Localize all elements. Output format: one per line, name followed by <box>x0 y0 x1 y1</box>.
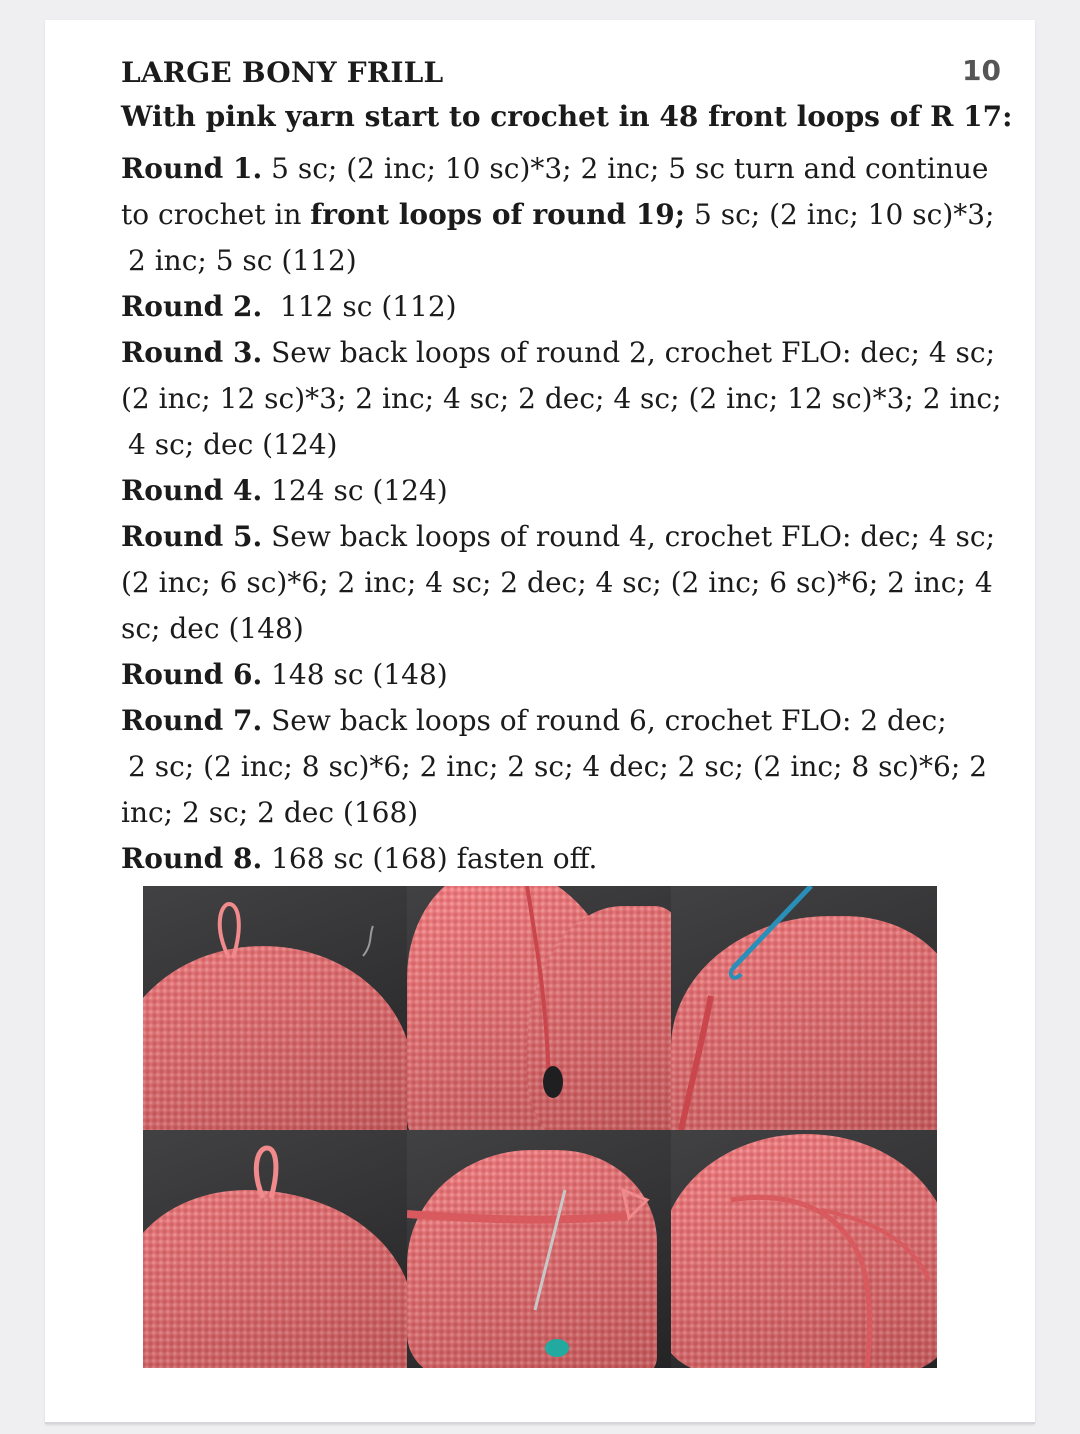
yarn-loop-icon <box>143 1130 407 1368</box>
instruction-text: (2 inc; 12 sc)*3; 2 inc; 4 sc; 2 dec; 4 sc; (2 inc; 12 sc)*3; 2 inc; <box>121 382 1002 415</box>
instruction-text: 2 inc; 5 sc (112) <box>128 244 357 277</box>
instruction-text: 2 sc; (2 inc; 8 sc)*6; 2 inc; 2 sc; 4 dec; 2 sc; (2 inc; 8 sc)*6; 2 <box>128 750 988 783</box>
section-title: LARGE BONY FRILL <box>121 56 444 89</box>
pattern-page <box>45 20 1035 1424</box>
instruction-text: 5 sc; (2 inc; 10 sc)*3; <box>685 198 995 231</box>
photo-grid <box>143 886 937 1368</box>
round-label: Round 6. <box>121 658 263 691</box>
round-label: Round 4. <box>121 474 263 507</box>
round-1-line-3 <box>121 238 1001 284</box>
yarn-loop-icon <box>143 886 407 1130</box>
round-5-line-3 <box>121 606 1001 652</box>
frill-ridge-icon <box>671 1130 937 1368</box>
rounds-list <box>121 146 1001 882</box>
round-8-line-1 <box>121 836 1001 882</box>
emphasis-text: front loops of round 19; <box>310 198 686 231</box>
round-label: Round 3. <box>121 336 263 369</box>
round-3-line-3 <box>121 422 1001 468</box>
fold-seam-icon <box>407 886 671 1130</box>
crochet-hook-icon <box>671 886 937 1130</box>
round-3-line-2 <box>121 376 1001 422</box>
round-label: Round 8. <box>121 842 263 875</box>
round-2-line-1 <box>121 284 1001 330</box>
round-7-line-2 <box>121 744 1001 790</box>
photo-step-3-hook-in-loops <box>671 886 937 1130</box>
round-label: Round 7. <box>121 704 263 737</box>
round-5-line-2 <box>121 560 1001 606</box>
round-6-line-1 <box>121 652 1001 698</box>
round-1-line-1 <box>121 146 1001 192</box>
round-4-line-1 <box>121 468 1001 514</box>
intro-instruction: With pink yarn start to crochet in 48 front loops of R 17: <box>121 100 1013 133</box>
photo-step-5-sewing-needle <box>407 1130 671 1368</box>
round-label: Round 1. <box>121 152 263 185</box>
instruction-text: 112 sc (112) <box>262 290 457 323</box>
instruction-text: 168 sc (168) fasten off. <box>262 842 598 875</box>
instruction-text: 5 sc; (2 inc; 10 sc)*3; 2 inc; 5 sc turn and continue <box>262 152 989 185</box>
instruction-text: Sew back loops of round 6, crochet FLO: 2 dec; <box>262 704 947 737</box>
instruction-text: 148 sc (148) <box>262 658 448 691</box>
photo-step-2-folded-piece <box>407 886 671 1130</box>
instruction-text: Sew back loops of round 4, crochet FLO: dec; 4 sc; <box>262 520 996 553</box>
round-1-line-2 <box>121 192 1001 238</box>
round-3-line-1 <box>121 330 1001 376</box>
photo-step-1-yarn-loop <box>143 886 407 1130</box>
round-7-line-1 <box>121 698 1001 744</box>
instruction-text: (2 inc; 6 sc)*6; 2 inc; 4 sc; 2 dec; 4 sc; (2 inc; 6 sc)*6; 2 inc; 4 <box>121 566 993 599</box>
instruction-text: Sew back loops of round 2, crochet FLO: dec; 4 sc; <box>262 336 996 369</box>
round-5-line-1 <box>121 514 1001 560</box>
sewing-needle-icon <box>407 1130 671 1368</box>
instruction-text: sc; dec (148) <box>121 612 304 645</box>
round-7-line-3 <box>121 790 1001 836</box>
round-label: Round 5. <box>121 520 263 553</box>
page-number: 10 <box>962 54 1001 87</box>
instruction-text: inc; 2 sc; 2 dec (168) <box>121 796 419 829</box>
instruction-text: to crochet in <box>121 198 311 231</box>
photo-step-4-loop-top <box>143 1130 407 1368</box>
round-label: Round 2. <box>121 290 263 323</box>
instruction-text: 124 sc (124) <box>262 474 448 507</box>
photo-step-6-finished-frill <box>671 1130 937 1368</box>
instruction-text: 4 sc; dec (124) <box>128 428 338 461</box>
